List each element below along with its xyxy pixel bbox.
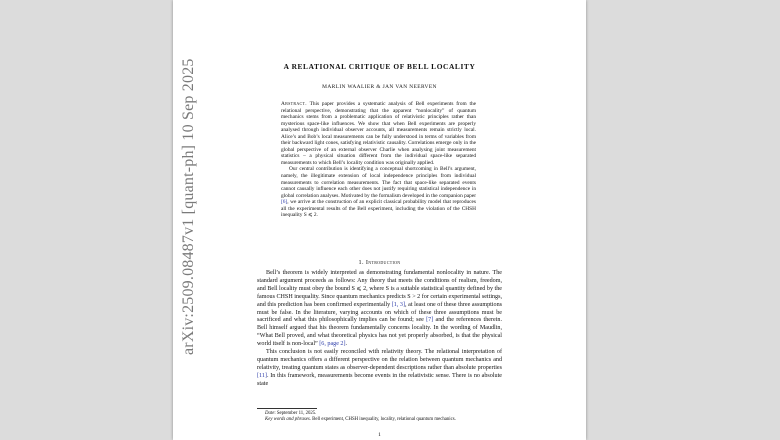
abstract-paragraph-2 xyxy=(281,166,476,218)
section-title: Introduction xyxy=(365,259,401,266)
pdf-page xyxy=(173,0,586,440)
body-text-span: . In this framework, measurements become events in the relativistic sense. There is no absolute state xyxy=(257,372,502,387)
body-text-span: This conclusion is not easily reconciled with relativity theory. The relational interpretation of quantum mechanics offers a different perspective on the relation between quantum mechanics and relativity, treating quantum states as observer-dependent descriptions rather than absolute properties xyxy=(257,349,502,371)
citation-link[interactable]: [1, 3] xyxy=(391,301,406,308)
body-text-span: Bell’s theorem is widely interpreted as demonstrating fundamental nonlocality in nature. The standard argument proceeds as follows: Any theory that meets the conditions of realism, freedom, and Bell locality must obey the bound S ⩽ 2, where S is a suitable statistical quantity defined by the famous CHSH inequality. Since quantum mechanics predicts S > 2 for certain experimental settings, and this prediction has been confirmed experimentally xyxy=(257,270,502,308)
footnote-divider xyxy=(257,408,317,409)
paper-title: A RELATIONAL CRITIQUE OF BELL LOCALITY xyxy=(283,62,476,71)
paper-authors: MARLIN WAALIER & JAN VAN NEERVEN xyxy=(322,84,437,90)
abstract-text-2a: Our central contribution is identifying a conceptual shortcoming in Bell’s argument, namely, the illegitimate extension of local independence principles from individual measurements to correlation measurements. The fact that space-like separated events cannot causally influence each other does not justify requiring statistical independence in global correlation analyses. Motivated by the formalism developed in the companion paper xyxy=(281,166,476,199)
body-text-span: . xyxy=(345,341,348,348)
citation-link[interactable]: [11] xyxy=(257,372,267,379)
body-text xyxy=(257,270,502,389)
footnote-keywords xyxy=(257,417,502,423)
body-text-span: , at least one of these three assumptions must be false. In the literature, varying accounts on which of these three assumptions must be sacrificed and what this philosophically implies can be found; see xyxy=(257,301,503,324)
citation-link[interactable]: [7] xyxy=(426,317,434,324)
footnote-keywords-label: Key words and phrases. xyxy=(265,416,311,422)
footnote-keywords-value: Bell experiment, CHSH inequality, locality, relational quantum mechanics. xyxy=(310,416,456,422)
citation-link[interactable]: [6] xyxy=(281,199,288,206)
abstract-text-2b: , we arrive at the construction of an explicit classical probability model that reproduces all the experimental results of the Bell experiment, including the violation of the CHSH inequality S ⩽ 2. xyxy=(281,199,476,219)
abstract-text-1: This paper provides a systematic analysis of Bell experiments from the relational perspective, demonstrating that the apparent “nonlocality” of quantum mechanics stems from a problematic application of relativistic principles rather than mysterious space-like influences. We show that when Bell experiments are properly analysed through individual observer accounts, all measurements remain strictly local. Alice’s and Bob’s local measurements can be fully understood in terms of variables from their backward light cones, satisfying relativistic causality. Correlations emerge only in the global perspective of an external observer Charlie when analysing joint measurement statistics – a physical situation different from the individual space-like separated measurements to which Bell’s locality condition was originally applied. xyxy=(281,101,476,166)
abstract-paragraph-1 xyxy=(281,101,476,166)
section-heading xyxy=(173,259,586,266)
footnote-date-value: : September 11, 2025. xyxy=(274,411,317,416)
arxiv-identifier-stamp: arXiv:2509.08487v1 [quant-ph] 10 Sep 2025 xyxy=(180,58,197,355)
section-number: 1. xyxy=(358,259,364,266)
abstract-label: Abstract. xyxy=(281,101,307,107)
abstract xyxy=(281,101,476,219)
body-text-span: and the references therein. Bell himself argued that his theorem fundamentally concerns locality. In the wording of Maudlin, “What Bell proved, and what theoretical physics has not yet properly absorbed, is that the physical world itself is non-local” xyxy=(257,317,503,348)
page-number: 1 xyxy=(378,432,381,438)
footnotes xyxy=(257,411,502,423)
body-paragraph-1 xyxy=(257,270,502,349)
body-paragraph-2 xyxy=(257,349,502,389)
citation-link[interactable]: [6, page 2] xyxy=(319,341,346,348)
footnote-date-label: Date xyxy=(265,411,275,416)
